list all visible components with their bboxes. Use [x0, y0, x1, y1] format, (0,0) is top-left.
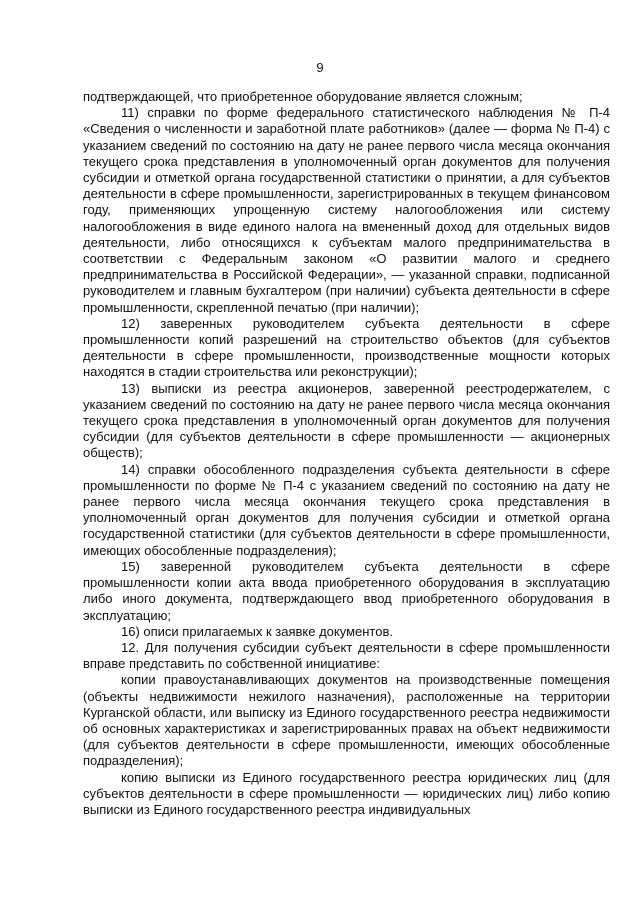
paragraph: 13) выписки из реестра акционеров, заверенной реестродержателем, с указанием сведений по состоянию на дату не ранее первого числа месяца окончания текущего срока представления в уполномоченный орган документов для получения субсидии (для субъектов деятельности в сфере промышленности — акционерных обществ);: [83, 380, 610, 461]
paragraph: 16) описи прилагаемых к заявке документов.: [121, 623, 393, 639]
page-number: 9: [316, 60, 324, 75]
paragraph: копии правоустанавливающих документов на производственные помещения (объекты недвижимости нежилого назначения), расположенные на территории Курганской области, или выписку из Единого государственного реестра недвижимости об основных характеристиках и зарегистрированных правах на объект недвижимости (для субъектов деятельности в сфере промышленности, имеющих обособленные подразделения);: [83, 672, 610, 769]
paragraph: 14) справки обособленного подразделения субъекта деятельности в сфере промышленности по форме № П-4 с указанием сведений по состоянию на дату не ранее первого числа месяца окончания текущего срока представления в уполномоченный орган документов для получения субсидии и отметкой органа государственной статистики (для субъектов деятельности в сфере промышленности, имеющих обособленные подразделения);: [83, 461, 610, 558]
paragraph: 12. Для получения субсидии субъект деятельности в сфере промышленности вправе представить по собственной инициативе:: [83, 639, 610, 672]
paragraph: 15) заверенной руководителем субъекта деятельности в сфере промышленности копии акта ввода приобретенного оборудования в эксплуатацию либо иного документа, подтверждающего ввод приобретенного оборудования в эксплуатацию;: [83, 558, 610, 623]
paragraph: 11) справки по форме федерального статистического наблюдения № П-4 «Сведения о численности и заработной плате работников» (далее — форма № П-4) с указанием сведений по состоянию на дату не ранее первого числа месяца окончания текущего срока представления в уполномоченный орган документов для получения субсидии и отметкой органа государственной статистики о принятии, а для субъектов деятельности в сфере промышленности, зарегистрированных в текущем финансовом году, применяющих упрощенную систему налогообложения или систему налогообложения в виде единого налога на вмененный доход для отдельных видов деятельности, либо относящихся к субъектам малого предпринимательства в соответствии с Федеральным законом «О развитии малого и среднего предпринимательства в Российской Федерации», — указанной справки, подписанной руководителем и главным бухгалтером (при наличии) субъекта деятельности в сфере промышленности, скрепленной печатью (при наличии);: [83, 105, 610, 315]
document-body: [83, 89, 610, 818]
paragraph: 12) заверенных руководителем субъекта деятельности в сфере промышленности копий разрешений на строительство объектов (для субъектов деятельности в сфере промышленности, производственные мощности которых находятся в стадии строительства или реконструкции);: [83, 315, 610, 380]
paragraph: копию выписки из Единого государственного реестра юридических лиц (для субъектов деятельности в сфере промышленности — юридических лиц) либо копию выписки из Единого государственного реестра индивидуальных: [83, 769, 610, 817]
paragraph: подтверждающей, что приобретенное оборудование является сложным;: [83, 89, 523, 104]
